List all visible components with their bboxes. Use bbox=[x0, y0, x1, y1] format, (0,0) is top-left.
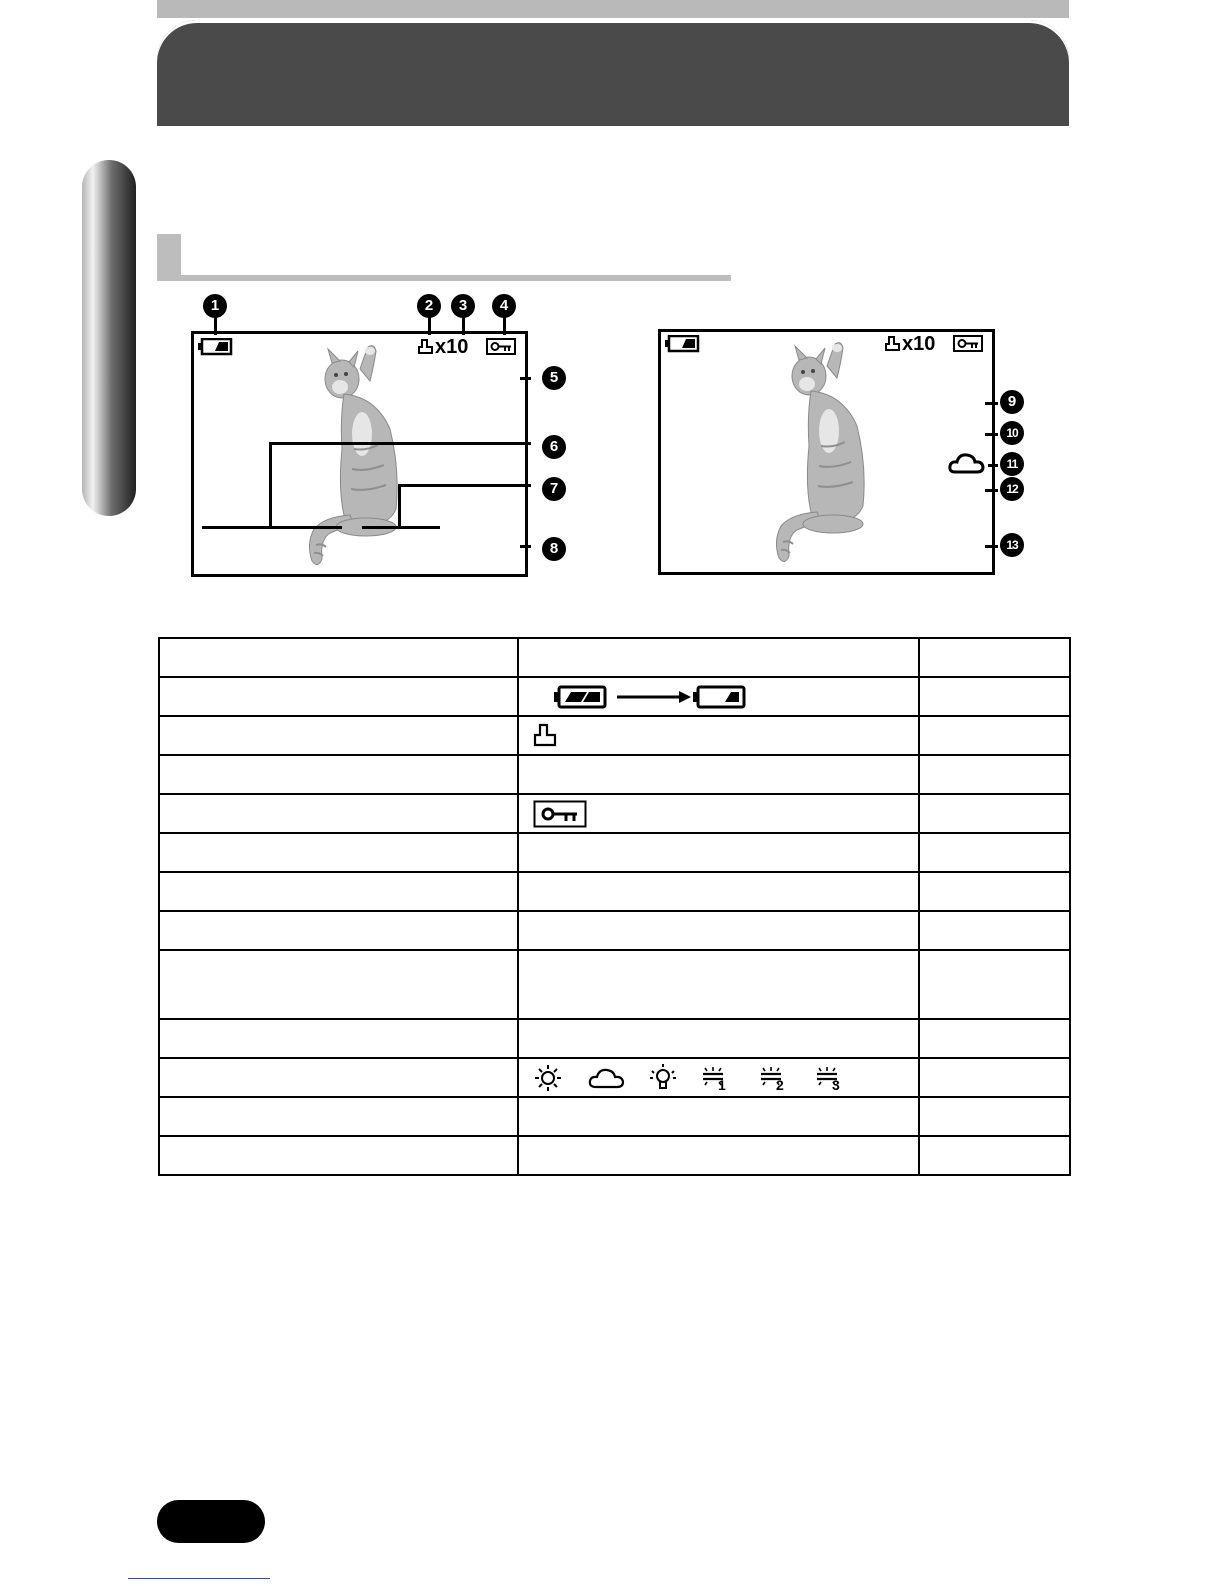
callout-number: 7 bbox=[542, 477, 566, 501]
cat-photo bbox=[304, 336, 484, 569]
callout-number: 6 bbox=[542, 435, 566, 459]
protect-key-icon bbox=[533, 800, 587, 828]
print-reserve-icon bbox=[533, 723, 559, 749]
callout-number: 1 bbox=[203, 294, 227, 318]
table-cell bbox=[518, 638, 919, 677]
table-cell bbox=[919, 638, 1070, 677]
protect-key-icon bbox=[486, 338, 516, 355]
table-cell bbox=[919, 1097, 1070, 1136]
callout-number: 3 bbox=[451, 294, 475, 318]
wb-cloudy-icon bbox=[590, 1069, 623, 1086]
battery-icon bbox=[664, 335, 700, 353]
chapter-side-tab bbox=[82, 160, 136, 516]
table-row bbox=[159, 794, 1070, 833]
table-cell bbox=[159, 833, 518, 872]
callout-8-leader bbox=[520, 545, 531, 548]
callout-number: 10 bbox=[1000, 421, 1024, 445]
table-cell bbox=[919, 794, 1070, 833]
table-cell bbox=[159, 794, 518, 833]
callout-12-leader bbox=[985, 489, 998, 492]
table-cell bbox=[518, 755, 919, 794]
battery-indicator-icons bbox=[553, 683, 773, 711]
table-cell bbox=[518, 794, 919, 833]
table-cell bbox=[518, 1097, 919, 1136]
battery-full-icon bbox=[554, 687, 605, 707]
section-heading-rule bbox=[157, 275, 731, 281]
table-cell bbox=[518, 911, 919, 950]
table-cell bbox=[518, 1136, 919, 1175]
monitor-screen-left bbox=[191, 331, 528, 577]
callout-1-leader bbox=[214, 315, 217, 335]
table-cell bbox=[919, 716, 1070, 755]
header-banner bbox=[157, 20, 1069, 126]
table-cell bbox=[159, 1019, 518, 1058]
callout-number: 12 bbox=[1000, 477, 1024, 501]
table-cell bbox=[919, 677, 1070, 716]
section-heading-marker bbox=[157, 234, 181, 280]
svg-text:1: 1 bbox=[718, 1076, 726, 1093]
callout-13-leader bbox=[985, 545, 998, 548]
battery-low-icon bbox=[693, 687, 744, 707]
callout-9-leader bbox=[985, 402, 998, 405]
white-balance-icons bbox=[533, 1063, 863, 1093]
callout-number: 9 bbox=[1000, 390, 1024, 414]
table-cell bbox=[159, 950, 518, 1019]
table-row bbox=[159, 638, 1070, 677]
callout-7-leader-horizontal bbox=[398, 484, 531, 487]
header-top-strip bbox=[157, 0, 1069, 18]
page-number-pill bbox=[157, 1500, 265, 1543]
callout-11-leader bbox=[988, 464, 998, 467]
table-cell bbox=[518, 950, 919, 1019]
table-row bbox=[159, 950, 1070, 1019]
svg-text:2: 2 bbox=[776, 1076, 784, 1093]
callout-7-leader bbox=[398, 484, 401, 528]
callout-6-value-line bbox=[202, 526, 342, 529]
table-row bbox=[159, 755, 1070, 794]
table-cell bbox=[159, 677, 518, 716]
table-cell bbox=[518, 833, 919, 872]
table-row bbox=[159, 1136, 1070, 1175]
callout-2-leader bbox=[428, 315, 431, 335]
table-row bbox=[159, 716, 1070, 755]
table-row bbox=[159, 1019, 1070, 1058]
callout-3-leader bbox=[462, 315, 465, 335]
table-row bbox=[159, 1097, 1070, 1136]
print-count: x10 bbox=[902, 333, 936, 355]
table-cell bbox=[159, 1097, 518, 1136]
table-cell bbox=[159, 872, 518, 911]
callout-7-value-line bbox=[362, 526, 440, 529]
table-row bbox=[159, 872, 1070, 911]
callout-number: 8 bbox=[542, 537, 566, 561]
callout-number: 4 bbox=[492, 294, 516, 318]
table-cell bbox=[919, 833, 1070, 872]
table-cell bbox=[159, 1058, 518, 1097]
table-cell bbox=[919, 1136, 1070, 1175]
callout-number: 13 bbox=[1000, 533, 1024, 557]
table-row bbox=[159, 1058, 1070, 1097]
table-cell bbox=[518, 872, 919, 911]
table-cell bbox=[159, 716, 518, 755]
table-cell bbox=[159, 638, 518, 677]
wb-fluorescent-3-icon bbox=[817, 1067, 840, 1093]
wb-sunny-icon bbox=[535, 1065, 561, 1091]
callout-number: 11 bbox=[1000, 452, 1024, 476]
table-cell bbox=[919, 755, 1070, 794]
callout-number: 2 bbox=[417, 294, 441, 318]
table-row bbox=[159, 833, 1070, 872]
table-cell bbox=[919, 950, 1070, 1019]
table-row bbox=[159, 677, 1070, 716]
table-cell bbox=[919, 872, 1070, 911]
monitor-screen-right bbox=[658, 329, 995, 575]
callout-4-leader bbox=[503, 315, 506, 335]
svg-text:3: 3 bbox=[832, 1076, 840, 1093]
print-count: x10 bbox=[435, 336, 469, 358]
table-cell bbox=[159, 911, 518, 950]
callout-5-leader bbox=[520, 377, 531, 380]
table-cell bbox=[518, 716, 919, 755]
wb-fluorescent-1-icon bbox=[703, 1067, 726, 1093]
table-cell bbox=[518, 1019, 919, 1058]
callout-6-leader bbox=[269, 442, 272, 528]
callout-10-leader bbox=[985, 433, 998, 436]
wb-fluorescent-2-icon bbox=[761, 1067, 784, 1093]
table-row bbox=[159, 911, 1070, 950]
callout-number: 5 bbox=[542, 366, 566, 390]
table-cell bbox=[518, 1058, 919, 1097]
cat-photo bbox=[771, 333, 951, 566]
table-cell bbox=[518, 677, 919, 716]
table-cell bbox=[159, 755, 518, 794]
indicator-table bbox=[158, 637, 1071, 1176]
wb-cloudy-icon bbox=[947, 450, 987, 476]
table-cell bbox=[919, 911, 1070, 950]
table-cell bbox=[919, 1019, 1070, 1058]
protect-key-icon bbox=[953, 335, 983, 352]
wb-tungsten-icon bbox=[650, 1064, 676, 1088]
callout-6-leader-horizontal bbox=[269, 442, 531, 445]
table-cell bbox=[159, 1136, 518, 1175]
table-cell bbox=[919, 1058, 1070, 1097]
battery-icon bbox=[197, 338, 233, 356]
arrow-right-icon bbox=[617, 691, 691, 703]
page-link-underline[interactable] bbox=[128, 1578, 270, 1579]
